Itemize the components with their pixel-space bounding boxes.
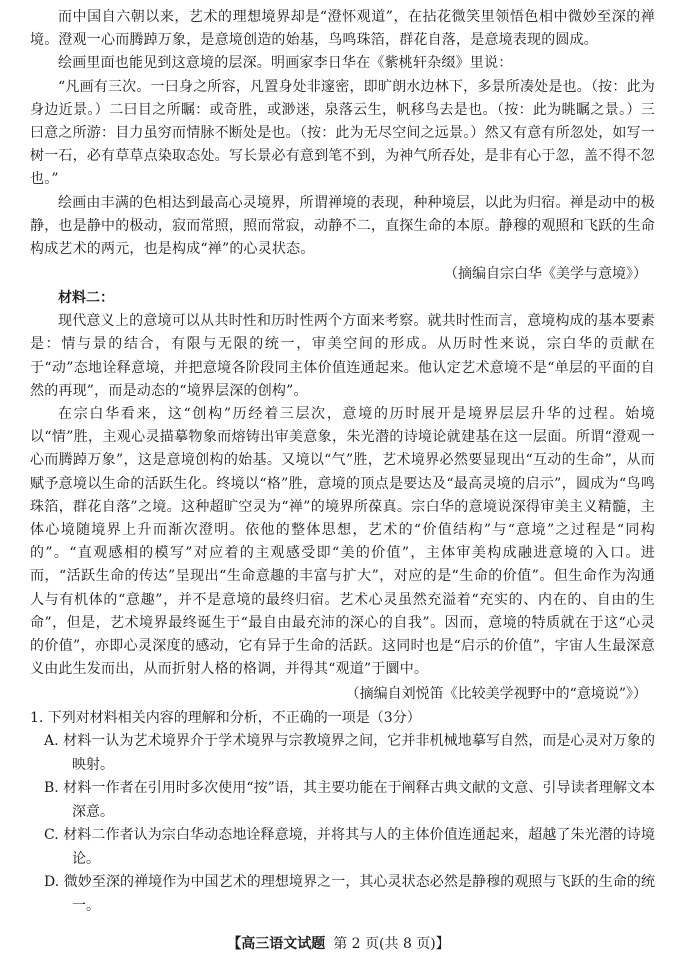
material-two-heading: 材料二：: [58, 290, 114, 307]
option-a[interactable]: [30, 730, 655, 777]
option-c[interactable]: [30, 824, 655, 871]
material-one-paragraph-1: 而中国自六朝以来，艺术的理想境界却是“澄怀观道”，在拈花微笑里领悟色相中微妙至深的禅境。澄观一心而腾踔万象，是意境创造的始基，鸟鸣珠箔，群花自落，是意境表现的圆成。: [30, 9, 655, 49]
material-one-paragraph-2: 绘画里面也能见到这意境的层深。明画家李日华在《紫桃轩杂缀》里说：: [58, 55, 513, 72]
material-two-paragraph-1: 现代意义上的意境可以从共时性和历时性两个方面来考察。就共时性而言，意境构成的基本要素是：情与景的结合，有限与无限的统一，审美空间的形成。从历时性来说，宗白华的贡献在于“动”态地诠释意境，并把意境各阶段同主体价值连通起来。他认定艺术意境不是“单层的平面的自然的再现”，而是动态的“境界层深的创构”。: [30, 313, 655, 399]
option-letter: D.: [44, 874, 60, 891]
option-text: 材料二作者认为宗白华动态地诠释意境，并将其与人的主体价值连通起来，超越了朱光潜的诗境论。: [63, 827, 655, 867]
material-one: [30, 6, 655, 286]
option-letter: A.: [44, 733, 59, 750]
option-b[interactable]: [30, 777, 655, 824]
material-two: [30, 286, 655, 706]
material-one-paragraph-4: 绘画由丰满的色相达到最高心灵境界，所谓禅境的表现，种种境层，以此为归宿。禅是动中的极静，也是静中的极动，寂而常照，照而常寂，动静不二，直探生命的本原。静穆的观照和飞跃的生命构成艺术的两元，也是构成“禅”的心灵状态。: [30, 194, 655, 258]
footer-title: 【高三语文试题: [227, 936, 326, 952]
option-text: 微妙至深的禅境作为中国艺术的理想境界之一，其心灵状态必然是静穆的观照与飞跃的生命的统一。: [63, 874, 655, 914]
option-d[interactable]: [30, 871, 655, 918]
question-stem: 1. 下列对材料相关内容的理解和分析，不正确的一项是（3分）: [30, 710, 421, 727]
question-1: [30, 706, 655, 918]
material-two-paragraph-2: 在宗白华看来，这“创构”历经着三层次，意境的历时展开是境界层层升华的过程。始境以“情”胜，主观心灵描摹物象而熔铸出审美意象，朱光潜的诗境论就建基在这一层面。所谓“澄观一心而腾踔万象”，这是意境创构的始基。又境以“气”胜，艺术境界必然要显现出“互动的生命”，从而赋予意境以生命的活跃生化。终境以“格”胜，意境的顶点是要达及“最高灵境的启示”，圆成为“鸟鸣珠箔，群花自落”之境。这种超旷空灵为“禅”的境界所葆真。宗白华的意境说深得审美主义精髓，主体心境随境界上升而渐次澄明。依他的整体思想，艺术的“价值结构”与“意境”之过程是“同构的”。“直观感相的模写”对应着的主观感受即“美的价值”，主体审美构成融进意境的入口。进而，“活跃生命的传达”呈现出“生命意趣的丰富与扩大”，对应的是“生命的价值”。但生命作为沟通人与有机体的“意趣”，并不是意境的最终归宿。艺术心灵虽然充溢着“充实的、内在的、自由的生命”，但是，艺术境界最终诞生于“最自由最充沛的深心的自我”。因而，意境的特质就在于这“心灵的价值”，亦即心灵深度的感动，它有异于生命的活跃。这同时也是“启示的价值”，宇宙人生最深意义由此生发而出，从而折射人格的格调，并得其“观道”于圜中。: [30, 406, 655, 678]
option-letter: C.: [44, 827, 59, 844]
option-text: 材料一认为艺术境界介于学术境界与宗教境界之间，它并非机械地摹写自然，而是心灵对万象的映射。: [63, 733, 655, 773]
footer-page-number: 第 2 页(共 8 页)】: [333, 936, 450, 952]
option-letter: B.: [44, 780, 59, 797]
material-one-source: （摘编自宗白华《美学与意境》）: [444, 266, 647, 283]
page-footer: [0, 933, 677, 953]
material-two-source: （摘编自刘悦笛《比较美学视野中的“意境说”》）: [345, 686, 647, 703]
material-one-quotation: “凡画有三次。一曰身之所容，凡置身处非邃密，即旷朗水边林下，多景所凑处是也。（按：此为身边近景。）二曰目之所瞩：或奇胜，或渺迷，泉落云生，帆移鸟去是也。（按：此为眺瞩之景。）三曰意之所游：目力虽穷而情脉不断处是也。（按：此为无尽空间之远景。）然又有意有所忽处，如写一树一石，必有草草点染取态处。写长景必有意到笔不到，为神气所吞处，是非有心于忽，盖不得不忽也。”: [30, 78, 655, 188]
option-text: 材料一作者在引用时多次使用“按”语，其主要功能在于阐释古典文献的文意、引导读者理解文本深意。: [63, 780, 655, 820]
